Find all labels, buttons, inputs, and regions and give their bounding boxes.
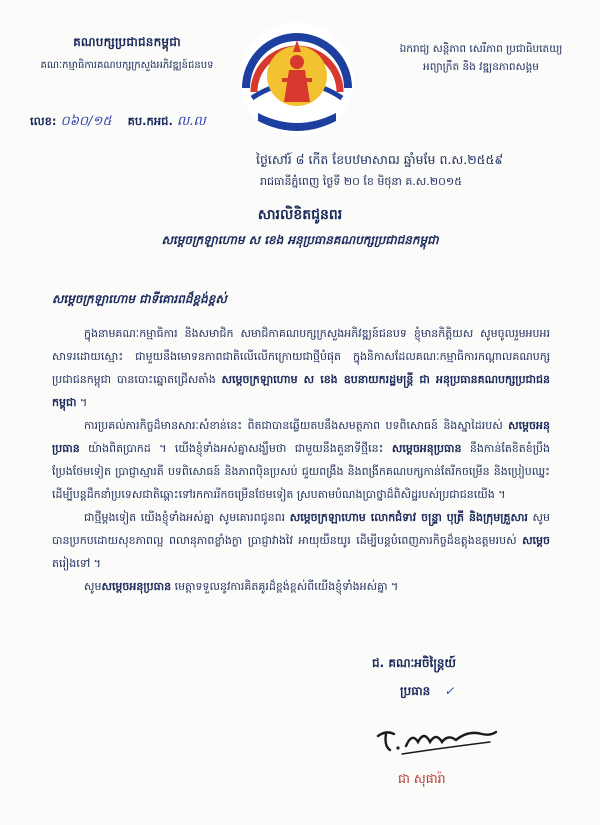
p3-end-text: សូមបានប្រកបដោយសុខភាពល្អ ពលានុភាពខ្លាំងក្លា ប្រាជ្ញាវាងវៃ អាយុយឺនយូរ ដើម្បីបន្តបំពេញភារកិច្ចដ៏ឧត្តុងឧត្តមរបស់ xyxy=(52,511,551,547)
p3-tail-text: តរៀងទៅ ។ xyxy=(52,557,101,570)
letter-subtitle: សម្តេចក្រឡាហោម ស ខេង អនុប្រធានគណបក្សប្រជាជនកម្ពុជា xyxy=(161,233,439,247)
p2-bold-text-2: សម្តេចអនុប្រធាន xyxy=(391,442,462,455)
header-left xyxy=(22,34,232,73)
party-name: គណបក្សប្រជាជនកម្ពុជា xyxy=(73,35,181,49)
president-mark: ✓ xyxy=(444,684,455,698)
ref-number-value: ០៦០/១៥ xyxy=(60,114,112,129)
paragraph-2 xyxy=(52,414,550,506)
p2-mid-text: យ៉ាងពិតប្រាកដ ។ យើងខ្ញុំទាំងអស់គ្នាសង្ឃឹមថា ជាមួយនឹងតួនាទីថ្មីនេះ xyxy=(79,442,384,455)
signer-name: ជា សុផារ៉ា xyxy=(398,771,446,786)
p4-text: សូម xyxy=(84,580,102,593)
p4-end-text: មេត្តាទទួលនូវការគិតគូរដ៏ខ្ពង់ខ្ពស់ពីយើងខ្ញុំទាំងអស់គ្នា ។ xyxy=(171,580,399,593)
department-name: គណៈកម្មាធិការគណបក្សក្រសួងអភិវឌ្ឍន៍ជនបទ xyxy=(40,60,214,71)
p4-bold-text: សម្តេចអនុប្រធាន xyxy=(101,580,172,593)
p2-text: ការប្រគល់ភារកិច្ចដ៏មានសារៈសំខាន់នេះ ពិតជាបានឆ្លើយតបនឹងសមត្ថភាព បទពិសោធន៍ និងស្នាដៃរបស់ xyxy=(84,419,503,432)
president-line xyxy=(400,683,454,701)
p1-end-text: ។ xyxy=(76,396,88,409)
paragraph-4 xyxy=(52,575,550,598)
ref-code-label: គប.កអជ. xyxy=(127,114,173,128)
solar-date: រាជធានីភ្នំពេញ ថ្ងៃទី ២០ ខែ មិថុនា គ.ស.២០១៥ xyxy=(260,175,462,188)
president-label: ប្រធាន xyxy=(400,684,431,698)
p3-bold-text-2: សម្តេច xyxy=(522,534,550,547)
closing-behalf: ជ. គណៈអចិន្ត្រៃយ៍ xyxy=(372,656,456,670)
p2-end-text: នឹងកាន់តែខិតខំប្រឹងប្រែងថែមទៀត ប្រាជ្ញាស្មារតី បទពិសោធន៍ និងភាពប៉ិនប្រសប់ ជួយពង្រឹង និងពង្រីកគណបក្សកាន់តែរីកចម្រើន និងប្រៀបឈ្នះ ដើម្បីបន្តដឹកនាំប្រទេសជាតិឆ្ពោះទៅរកការរីកចម្រើនថែមទៀត ស្របតាមបំណងប្រាថ្នាដ៏ពិសិដ្ឋរបស់ប្រជាជនយើង ។ xyxy=(52,442,550,501)
p1-bold-text: សម្តេចក្រឡាហោម ស ខេង ឧបនាយករដ្ឋមន្ត្រី ជា អនុប្រធានគណបក្សប្រជាជនកម្ពុជា xyxy=(52,373,550,409)
ref-number-label: លេខ: xyxy=(30,114,57,128)
paragraph-3 xyxy=(52,506,550,575)
party-emblem-logo xyxy=(238,18,356,140)
ref-code-value: ល.ល xyxy=(176,114,206,129)
p1-text: ក្នុងនាមគណៈកម្មាធិការ និងសមាជិក សមាជិកាគណបក្សក្រសួងអភិវឌ្ឍន៍ជនបទ ខ្ញុំមានកិត្តិយស សូមចូលរួមអបអរសាទរដោយស្មោះ ជាមួយនឹងមោទនភាពជាតិលើលើកក្រោយជាថ្មីបំផុត ក្នុងនិកាសដែលគណៈកម្មាធិការកណ្តាលគណបក្សប្រជាជនកម្ពុជា បានបោះឆ្នោតជ្រើសតាំង xyxy=(52,327,550,386)
letter-body xyxy=(52,322,550,598)
handwritten-signature xyxy=(372,712,502,762)
salutation: សម្តេចក្រឡាហោម ជាទីគោរពដ៏ខ្ពង់ខ្ពស់ xyxy=(52,292,227,306)
motto-line-1: ឯករាជ្យ សន្តិភាព សេរីភាព ប្រជាធិបតេយ្យ xyxy=(399,43,563,55)
p3-text: ជាថ្មីម្តងទៀត យើងខ្ញុំទាំងអស់គ្នា សូមគោរពជូនពរ xyxy=(84,511,286,524)
p2-bold-text-1: សម្តេចអនុប្រធាន xyxy=(52,419,550,455)
paragraph-1 xyxy=(52,322,550,414)
lunar-date: ថ្ងៃសៅរ៍ ៨ កើត ខែបឋមាសាឍ ឆ្នាំមមែ ព.ស.២៥៥៩ xyxy=(256,152,504,167)
header-right-motto xyxy=(386,40,576,76)
reference-number xyxy=(30,113,206,132)
letter-title: សារលិខិតជូនពរ xyxy=(257,207,343,223)
motto-line-2: អព្យាក្រឹត និង វឌ្ឍនភាពសង្គម xyxy=(423,61,539,73)
p3-bold-text: សម្តេចក្រឡាហោម លោកជំទាវ ចន្ទ្រា បុត្រី និងក្រុមគ្រួសារ xyxy=(289,511,528,524)
